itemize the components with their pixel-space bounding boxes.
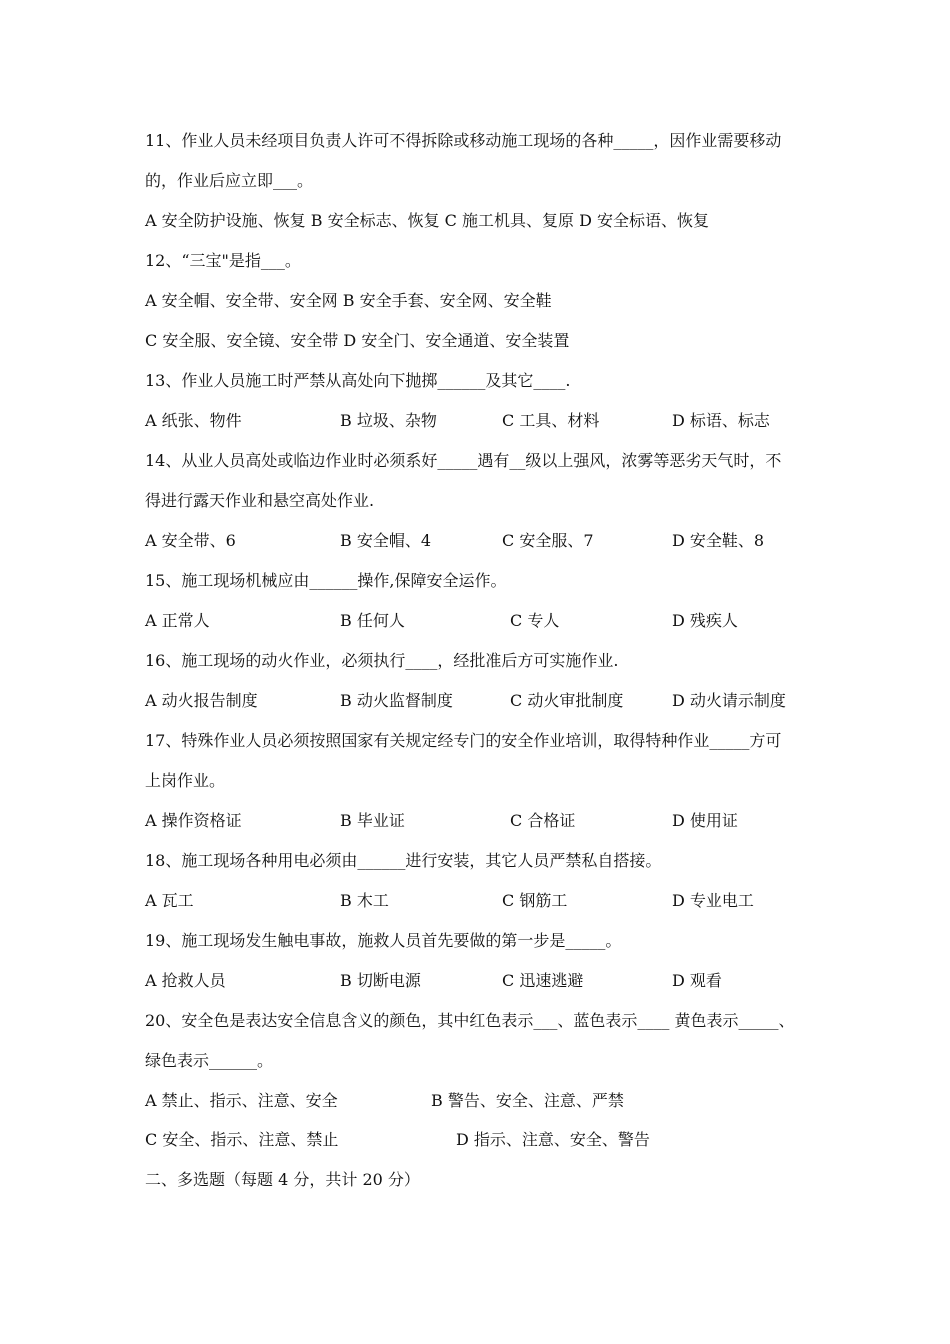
option-a: A 抢救人员 xyxy=(145,971,226,990)
question-11-options: A 安全防护设施、恢复 B 安全标志、恢复 C 施工机具、复原 D 安全标语、恢复 xyxy=(145,211,709,230)
option-a: A 纸张、物件 xyxy=(145,411,242,430)
option-d: D 动火请示制度 xyxy=(672,691,786,710)
option-d: D 标语、标志 xyxy=(672,411,770,430)
option-c: C 专人 xyxy=(510,611,560,630)
option-d: D 使用证 xyxy=(672,811,738,830)
question-20-line-2: 绿色表示______。 xyxy=(145,1051,274,1070)
option-c: C 动火审批制度 xyxy=(510,691,624,710)
option-d: D 安全鞋、8 xyxy=(672,531,765,550)
option-a: A 操作资格证 xyxy=(145,811,242,830)
option-c: C 合格证 xyxy=(510,811,576,830)
question-11-line-2: 的，作业后应立即___。 xyxy=(145,171,314,190)
option-b: B 安全帽、4 xyxy=(340,531,432,550)
question-14-line-2: 得进行露天作业和悬空高处作业. xyxy=(145,491,375,510)
question-18-line-1: 18、施工现场各种用电必须由______进行安装，其它人员严禁私自搭接。 xyxy=(145,851,662,870)
question-12-options-2: C 安全服、安全镜、安全带 D 安全门、安全通道、安全装置 xyxy=(145,331,570,350)
option-a: A 安全带、6 xyxy=(145,531,236,550)
question-13-options xyxy=(145,409,810,433)
question-20-line-1: 20、安全色是表达安全信息含义的颜色，其中红色表示___、蓝色表示____ 黄色表示_____、 xyxy=(145,1011,795,1030)
question-19-options xyxy=(145,969,810,993)
option-a: A 正常人 xyxy=(145,611,210,630)
option-b: B 垃圾、杂物 xyxy=(340,411,437,430)
question-18-options xyxy=(145,889,810,913)
option-d: D 观看 xyxy=(672,971,722,990)
option-b: B 切断电源 xyxy=(340,971,421,990)
option-b: B 木工 xyxy=(340,891,389,910)
question-17-options xyxy=(145,809,810,833)
question-13-line-1: 13、作业人员施工时严禁从高处向下抛掷______及其它____. xyxy=(145,371,571,390)
option-b: B 任何人 xyxy=(340,611,405,630)
question-14-line-1: 14、从业人员高处或临边作业时必须系好_____遇有__级以上强风，浓雾等恶劣天气时，不 xyxy=(145,451,782,470)
question-16-options xyxy=(145,689,810,713)
question-12-line-1: 12、“三宝"是指___。 xyxy=(145,251,301,270)
option-c: C 安全服、7 xyxy=(502,531,594,550)
option-b: B 警告、安全、注意、严禁 xyxy=(431,1091,624,1110)
question-17-line-2: 上岗作业。 xyxy=(145,771,226,790)
question-20-options-2 xyxy=(145,1128,810,1152)
option-c: C 工具、材料 xyxy=(502,411,600,430)
section-heading: 二、多选题（每题 4 分，共计 20 分） xyxy=(145,1170,420,1189)
question-20-options-1 xyxy=(145,1089,810,1113)
option-a: A 禁止、指示、注意、安全 xyxy=(145,1091,338,1110)
option-d: D 专业电工 xyxy=(672,891,754,910)
question-15-line-1: 15、施工现场机械应由______操作,保障安全运作。 xyxy=(145,571,507,590)
option-c: C 钢筋工 xyxy=(502,891,568,910)
option-a: A 动火报告制度 xyxy=(145,691,258,710)
option-b: B 动火监督制度 xyxy=(340,691,453,710)
option-c: C 迅速逃避 xyxy=(502,971,584,990)
question-19-line-1: 19、施工现场发生触电事故，施救人员首先要做的第一步是_____。 xyxy=(145,931,622,950)
option-d: D 残疾人 xyxy=(672,611,738,630)
question-11-line-1: 11、作业人员未经项目负责人许可不得拆除或移动施工现场的各种_____，因作业需要移动 xyxy=(145,131,782,150)
question-14-options xyxy=(145,529,810,553)
option-d: D 指示、注意、安全、警告 xyxy=(456,1130,650,1149)
option-c: C 安全、指示、注意、禁止 xyxy=(145,1130,339,1149)
option-b: B 毕业证 xyxy=(340,811,405,830)
question-15-options xyxy=(145,609,810,633)
option-a: A 瓦工 xyxy=(145,891,194,910)
question-12-options-1: A 安全帽、安全带、安全网 B 安全手套、安全网、安全鞋 xyxy=(145,291,552,310)
question-16-line-1: 16、施工现场的动火作业，必须执行____，经批准后方可实施作业. xyxy=(145,651,619,670)
question-17-line-1: 17、特殊作业人员必须按照国家有关规定经专门的安全作业培训，取得特种作业_____方可 xyxy=(145,731,782,750)
